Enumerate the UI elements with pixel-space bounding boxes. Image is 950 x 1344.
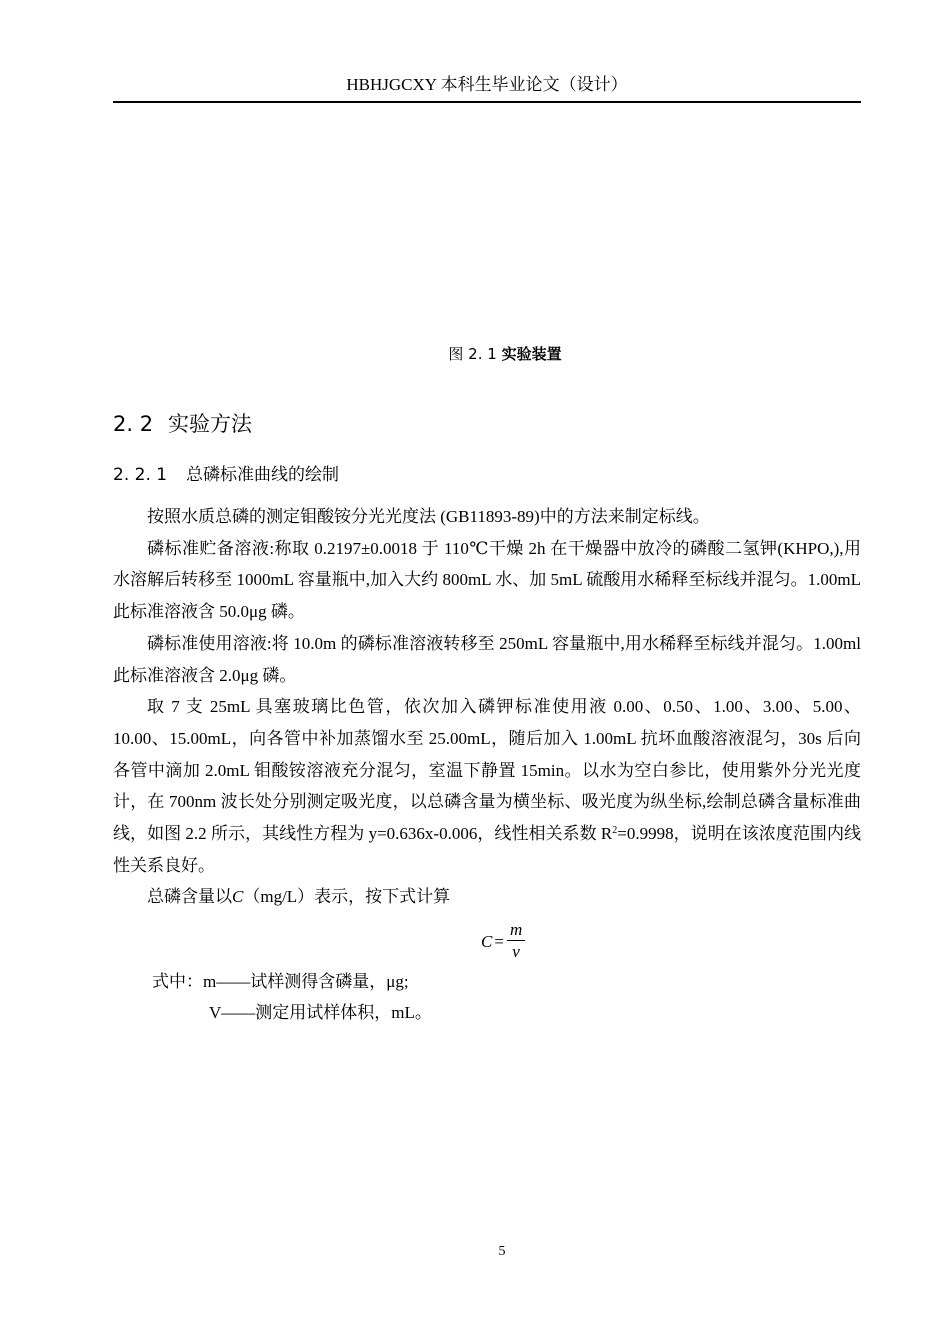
definition-v: V——测定用试样体积，mL。 [209,1003,432,1022]
formula-denominator: v [512,942,520,961]
figure-title: 实验装置 [501,345,562,363]
figure-caption [0,344,950,364]
formula-equals: = [494,931,504,951]
page-number: 5 [498,1244,506,1259]
body-text [113,501,861,913]
section-title: 实验方法 [168,412,252,436]
paragraph-procedure [113,691,861,881]
definition-m: 式中：m——试样测得含磷量，μg; [152,972,409,991]
formula-lhs: C [481,931,493,951]
procedure-text-end: =0.9998，说明在该浓度范围内线性关系良好。 [113,824,861,875]
header-divider [113,101,861,103]
paragraph-calculation [113,881,861,913]
section-number: 2. 2 [113,412,154,436]
formula-fraction [507,920,525,963]
subsection-number: 2. 2. 1 [113,465,168,485]
paragraph-working-solution: 磷标准使用溶液:将 10.0m 的磷标准溶液转移至 250mL 容量瓶中,用水稀释至标线并混匀。1.00ml 此标准溶液含 2.0μg 磷。 [113,633,861,685]
variable-c: C [232,887,244,907]
figure-number: 图 2. 1 [448,345,497,363]
formula-numerator: m [507,920,525,941]
variable-definitions [152,966,432,1028]
calculation-text: 总磷含量以 [147,887,232,907]
procedure-text: 取 7 支 25mL 具塞玻璃比色管，依次加入磷钾标准使用液 0.00、0.50、1.00、3.00、5.00、10.00、15.00mL，向各管中补加蒸馏水至 25.00mL，随后加入 1.00mL 抗坏血酸溶液混匀，30s 后向各管中滴加 2.0mL 钼酸铵溶液充分混匀，室温下静置 15min。以水为空白参比，使用紫外分光光度计，在 700nm 波长处分别测定吸光度，以总磷含量为横坐标、吸光度为纵坐标,绘制总磷含量标准曲线，如图 2.2 所示，其线性方程为 y=0.636x-0.006，线性相关系数 R [113,697,861,844]
subsection-title: 总磷标准曲线的绘制 [186,465,339,485]
paragraph-stock-solution: 磷标准贮备溶液:称取 0.2197±0.0018 于 110℃干燥 2h 在干燥器中放冷的磷酸二氢钾(KHPO,),用水溶解后转移至 1000mL 容量瓶中,加入大约 800mL 水、加 5mL 硫酸用水稀释至标线并混匀。1.00mL 此标准溶液含 50.0μg 磷。 [113,538,861,622]
subsection-heading [113,463,339,487]
section-heading [113,410,252,438]
calculation-text-end: （mg/L）表示，按下式计算 [243,887,451,907]
page-header: HBHJGCXY 本科生毕业论文（设计） [346,75,628,94]
concentration-formula [481,920,525,963]
paragraph-method-reference: 按照水质总磷的测定钼酸铵分光光度法 (GB11893-89)中的方法来制定标线。 [147,507,710,526]
r-squared-superscript: 2 [612,825,618,837]
